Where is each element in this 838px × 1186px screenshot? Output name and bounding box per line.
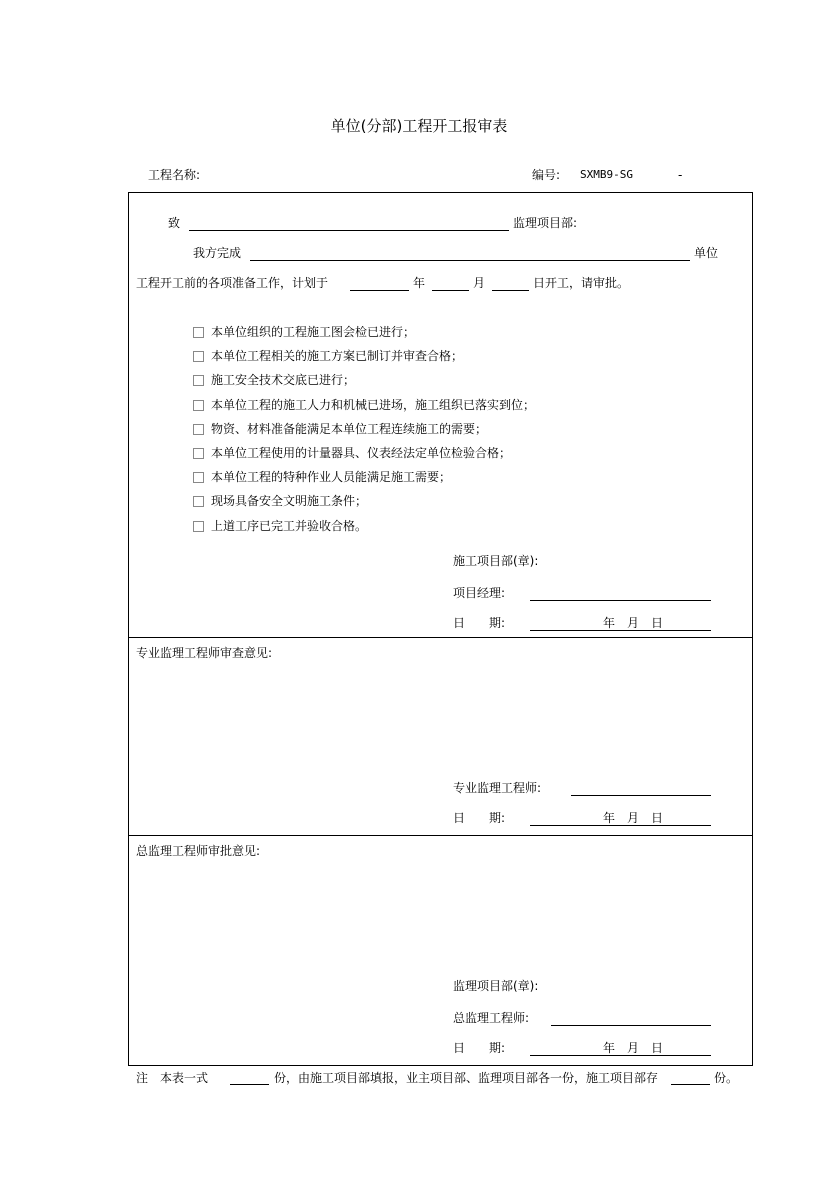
chief-opinion-label: 总监理工程师审批意见: — [136, 844, 261, 858]
date-ymd: 年 月 日 — [603, 616, 664, 630]
checklist-item: 本单位工程相关的施工方案已制订并审查合格； — [211, 349, 464, 364]
checklist-item: 现场具备安全文明施工条件； — [211, 494, 368, 509]
divider — [128, 835, 752, 836]
date-ymd: 年 月 日 — [603, 811, 664, 825]
number-label: 编号: — [532, 168, 561, 182]
checkbox[interactable] — [193, 472, 204, 483]
date-field[interactable] — [530, 825, 711, 826]
footer-end: 份。 — [714, 1071, 739, 1085]
checkbox[interactable] — [193, 351, 204, 362]
divider — [128, 637, 752, 638]
checklist-item: 本单位工程的施工人力和机械已进场，施工组织已落实到位； — [211, 397, 536, 412]
supervision-seal-label: 监理项目部(章): — [453, 979, 539, 993]
footer-text: 份，由施工项目部填报，业主项目部、监理项目部各一份，施工项目部存 — [274, 1071, 659, 1085]
form-title: 单位(分部)工程开工报审表 — [330, 117, 508, 135]
checkbox[interactable] — [193, 424, 204, 435]
day-start-label: 日开工，请审批。 — [533, 276, 630, 290]
unit-field[interactable] — [250, 260, 690, 261]
date-field[interactable] — [530, 630, 711, 631]
checklist-item: 物资、材料准备能满足本单位工程连续施工的需要； — [211, 421, 488, 436]
specialist-opinion-label: 专业监理工程师审查意见: — [136, 646, 273, 660]
checkbox[interactable] — [193, 448, 204, 459]
checklist-item: 本单位工程的特种作业人员能满足施工需要； — [211, 470, 452, 485]
prep-text: 工程开工前的各项准备工作，计划于 — [136, 276, 329, 290]
specialist-engineer-field[interactable] — [571, 795, 711, 796]
manager-label: 项目经理: — [453, 586, 506, 600]
checkbox[interactable] — [193, 496, 204, 507]
project-name-label: 工程名称: — [148, 168, 201, 182]
date-label: 日 期: — [453, 616, 506, 630]
day-field[interactable] — [492, 290, 529, 291]
copies-field[interactable] — [230, 1084, 269, 1085]
we-completed-label: 我方完成 — [193, 246, 242, 260]
unit-label: 单位 — [694, 246, 719, 260]
kept-copies-field[interactable] — [671, 1084, 710, 1085]
checkbox[interactable] — [193, 327, 204, 338]
footer-note: 注 本表一式 — [136, 1071, 209, 1085]
date-ymd: 年 月 日 — [603, 1041, 664, 1055]
date-field[interactable] — [530, 1055, 711, 1056]
supervision-dept-label: 监理项目部: — [513, 216, 578, 230]
manager-field[interactable] — [530, 600, 711, 601]
specialist-engineer-label: 专业监理工程师: — [453, 781, 542, 795]
number-value: SXMB9-SG — [580, 168, 633, 181]
month-field[interactable] — [432, 290, 469, 291]
checklist-item: 施工安全技术交底已进行； — [211, 373, 356, 388]
chief-engineer-label: 总监理工程师: — [453, 1011, 530, 1025]
year-label: 年 — [413, 276, 426, 290]
checkbox[interactable] — [193, 521, 204, 532]
date-label: 日 期: — [453, 811, 506, 825]
checkbox[interactable] — [193, 400, 204, 411]
chief-engineer-field[interactable] — [551, 1025, 711, 1026]
checklist-item: 上道工序已完工并验收合格。 — [211, 518, 368, 533]
checklist-item: 本单位组织的工程施工图会检已进行； — [211, 325, 416, 339]
to-label: 致 — [168, 216, 181, 230]
construction-dept-seal-label: 施工项目部(章): — [453, 554, 539, 568]
to-field[interactable] — [189, 230, 509, 231]
checkbox[interactable] — [193, 375, 204, 386]
number-suffix: - — [678, 168, 683, 182]
year-field[interactable] — [350, 290, 409, 291]
month-label: 月 — [473, 276, 486, 290]
date-label: 日 期: — [453, 1041, 506, 1055]
checklist-item: 本单位工程使用的计量器具、仪表经法定单位检验合格； — [211, 446, 512, 460]
